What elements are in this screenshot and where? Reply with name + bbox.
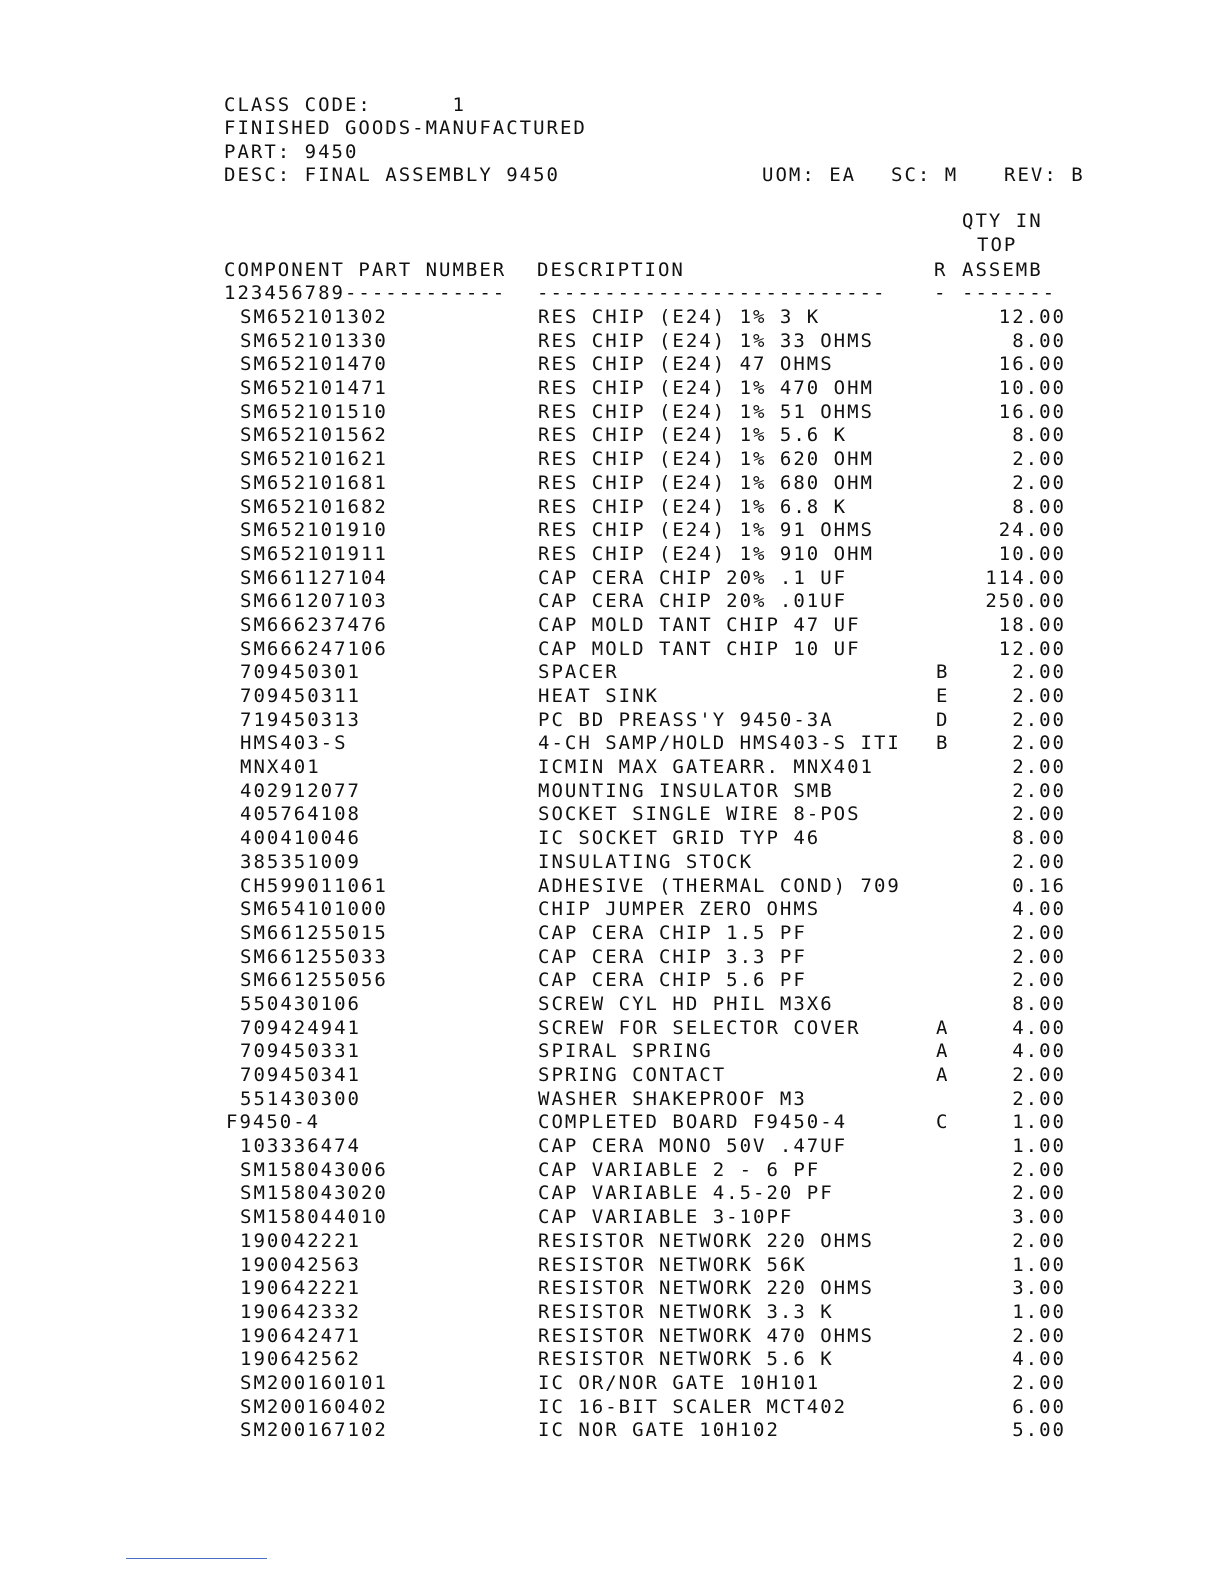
component-description: MOUNTING INSULATOR SMB	[538, 779, 834, 802]
component-description: CAP VARIABLE 4.5-20 PF	[538, 1182, 834, 1205]
table-row	[0, 1040, 1224, 1064]
table-row	[0, 732, 1224, 756]
component-description: RESISTOR NETWORK 470 OHMS	[538, 1324, 874, 1347]
component-part-number: SM652101470	[240, 353, 388, 376]
component-description: RES CHIP (E24) 1% 51 OHMS	[538, 400, 874, 423]
component-description: CAP CERA MONO 50V .47UF	[538, 1135, 848, 1158]
component-part-number: SM158044010	[240, 1206, 388, 1229]
component-ref: B	[936, 661, 950, 684]
component-part-number: SM200167102	[240, 1419, 388, 1442]
component-description: WASHER SHAKEPROOF M3	[538, 1087, 807, 1110]
component-ref: D	[936, 708, 950, 731]
component-part-number: SM661255033	[240, 945, 388, 968]
component-part-number: 719450313	[240, 708, 361, 731]
component-quantity: 114.00	[985, 566, 1066, 589]
component-part-number: SM661255015	[240, 921, 388, 944]
component-quantity: 8.00	[1012, 992, 1066, 1015]
table-row	[0, 946, 1224, 970]
component-part-number: SM200160402	[240, 1395, 388, 1418]
component-description: CAP VARIABLE 2 - 6 PF	[538, 1158, 821, 1181]
ref-column-rule: -	[934, 282, 948, 304]
component-quantity: 250.00	[985, 590, 1066, 613]
component-quantity: 2.00	[1012, 1182, 1066, 1205]
component-quantity: 2.00	[1012, 732, 1066, 755]
component-description: IC 16-BIT SCALER MCT402	[538, 1395, 848, 1418]
component-part-number: 190642471	[240, 1324, 361, 1347]
rev-header: REV: B	[1004, 164, 1085, 186]
component-part-number: SM661207103	[240, 590, 388, 613]
component-description: SCREW CYL HD PHIL M3X6	[538, 992, 834, 1015]
component-description: CAP MOLD TANT CHIP 10 UF	[538, 637, 861, 660]
component-quantity: 10.00	[998, 542, 1066, 565]
table-row	[0, 614, 1224, 638]
component-quantity: 5.00	[1012, 1419, 1066, 1442]
table-row	[0, 496, 1224, 520]
component-part-number: SM652101471	[240, 377, 388, 400]
component-description: RES CHIP (E24) 1% 620 OHM	[538, 448, 874, 471]
component-description: RES CHIP (E24) 1% 91 OHMS	[538, 519, 874, 542]
component-part-number: SM652101682	[240, 495, 388, 518]
component-description: RES CHIP (E24) 1% 470 OHM	[538, 377, 874, 400]
table-row	[0, 922, 1224, 946]
part-column-heading: COMPONENT PART NUMBER	[224, 259, 507, 281]
component-description: SPRING CONTACT	[538, 1064, 727, 1086]
component-description: CAP CERA CHIP 20% .1 UF	[538, 566, 848, 589]
component-description: SOCKET SINGLE WIRE 8-POS	[538, 803, 861, 826]
part-description-header: DESC: FINAL ASSEMBLY 9450	[224, 164, 560, 186]
component-description: RES CHIP (E24) 1% 5.6 K	[538, 424, 848, 447]
table-row	[0, 1396, 1224, 1420]
table-row	[0, 638, 1224, 662]
table-row	[0, 1088, 1224, 1112]
component-quantity: 1.00	[1012, 1300, 1066, 1323]
table-row	[0, 1372, 1224, 1396]
table-row	[0, 875, 1224, 899]
description-column-rule: --------------------------	[537, 282, 887, 304]
component-part-number: 709450331	[240, 1040, 361, 1063]
component-ref: B	[936, 732, 950, 755]
table-row	[0, 519, 1224, 543]
component-part-number: SM652101621	[240, 448, 388, 471]
table-row	[0, 827, 1224, 851]
table-row	[0, 1017, 1224, 1041]
component-part-number: 400410046	[240, 827, 361, 850]
component-description: CAP VARIABLE 3-10PF	[538, 1206, 794, 1229]
component-quantity: 2.00	[1012, 708, 1066, 731]
table-row	[0, 780, 1224, 804]
component-part-number: 405764108	[240, 803, 361, 826]
component-description: HEAT SINK	[538, 685, 659, 707]
component-quantity: 6.00	[1012, 1395, 1066, 1418]
table-row	[0, 969, 1224, 993]
table-row	[0, 1325, 1224, 1349]
component-ref: A	[936, 1040, 950, 1063]
component-part-number: SM652101910	[240, 519, 388, 542]
component-part-number: SM666247106	[240, 637, 388, 660]
component-description: RES CHIP (E24) 1% 33 OHMS	[538, 329, 874, 352]
component-quantity: 8.00	[1012, 424, 1066, 447]
component-description: IC OR/NOR GATE 10H101	[538, 1371, 821, 1394]
component-quantity: 2.00	[1012, 1371, 1066, 1394]
table-row	[0, 1111, 1224, 1135]
table-row	[0, 1182, 1224, 1206]
component-quantity: 2.00	[1012, 1324, 1066, 1347]
component-description: COMPLETED BOARD F9450-4	[538, 1111, 848, 1134]
component-description: CAP CERA CHIP 20% .01UF	[538, 590, 848, 613]
uom-header: UOM: EA	[762, 164, 857, 186]
component-description: RESISTOR NETWORK 220 OHMS	[538, 1229, 874, 1252]
table-row	[0, 353, 1224, 377]
component-description: IC SOCKET GRID TYP 46	[538, 827, 821, 850]
component-description: RES CHIP (E24) 1% 3 K	[538, 306, 821, 328]
component-quantity: 2.00	[1012, 779, 1066, 802]
component-part-number: SM652101302	[240, 306, 388, 328]
component-quantity: 2.00	[1012, 1229, 1066, 1252]
component-quantity: 2.00	[1012, 1087, 1066, 1110]
table-row	[0, 1206, 1224, 1230]
component-part-number: SM652101562	[240, 424, 388, 447]
component-quantity: 2.00	[1012, 756, 1066, 779]
sc-header: SC: M	[891, 164, 959, 186]
component-part-number: SM666237476	[240, 613, 388, 636]
table-row	[0, 1348, 1224, 1372]
table-row	[0, 424, 1224, 448]
table-row	[0, 898, 1224, 922]
component-description: CAP CERA CHIP 5.6 PF	[538, 969, 807, 992]
component-quantity: 24.00	[998, 519, 1066, 542]
table-row	[0, 1135, 1224, 1159]
component-part-number: 190642221	[240, 1277, 361, 1300]
component-description: SCREW FOR SELECTOR COVER	[538, 1016, 861, 1039]
component-description: IC NOR GATE 10H102	[538, 1419, 780, 1442]
component-quantity: 16.00	[998, 353, 1066, 376]
component-quantity: 2.00	[1012, 471, 1066, 494]
table-row	[0, 306, 1224, 330]
component-part-number: HMS403-S	[240, 732, 348, 755]
component-description: CAP CERA CHIP 3.3 PF	[538, 945, 807, 968]
component-ref: C	[936, 1111, 950, 1134]
table-row	[0, 567, 1224, 591]
component-part-number: 551430300	[240, 1087, 361, 1110]
table-row	[0, 851, 1224, 875]
qty-heading-line2: TOP	[977, 234, 1018, 256]
component-description: ADHESIVE (THERMAL COND) 709	[538, 874, 901, 897]
component-part-number: 709450341	[240, 1064, 361, 1086]
component-part-number: CH599011061	[240, 874, 388, 897]
table-row	[0, 803, 1224, 827]
component-quantity: 1.00	[1012, 1253, 1066, 1276]
part-number-header: PART: 9450	[224, 141, 359, 163]
component-description: RES CHIP (E24) 1% 6.8 K	[538, 495, 848, 518]
table-row	[0, 1159, 1224, 1183]
component-description: RES CHIP (E24) 1% 910 OHM	[538, 542, 874, 565]
component-part-number: 190642332	[240, 1300, 361, 1323]
component-quantity: 12.00	[998, 637, 1066, 660]
table-row	[0, 685, 1224, 709]
component-description: CAP MOLD TANT CHIP 47 UF	[538, 613, 861, 636]
table-row	[0, 993, 1224, 1017]
component-part-number: 190042563	[240, 1253, 361, 1276]
component-part-number: 550430106	[240, 992, 361, 1015]
component-ref: E	[936, 685, 950, 707]
component-description: 4-CH SAMP/HOLD HMS403-S ITI	[538, 732, 901, 755]
component-quantity: 2.00	[1012, 921, 1066, 944]
component-quantity: 10.00	[998, 377, 1066, 400]
table-row	[0, 590, 1224, 614]
component-quantity: 4.00	[1012, 1040, 1066, 1063]
class-code: CLASS CODE: 1	[224, 94, 466, 116]
component-quantity: 18.00	[998, 613, 1066, 636]
component-part-number: 402912077	[240, 779, 361, 802]
part-column-rule: 123456789------------	[224, 282, 507, 304]
component-quantity: 2.00	[1012, 1064, 1066, 1086]
component-part-number: SM661127104	[240, 566, 388, 589]
component-description: RESISTOR NETWORK 220 OHMS	[538, 1277, 874, 1300]
component-quantity: 8.00	[1012, 495, 1066, 518]
table-row	[0, 1419, 1224, 1443]
component-ref: A	[936, 1064, 950, 1086]
component-part-number: SM654101000	[240, 898, 388, 921]
component-part-number: SM652101330	[240, 329, 388, 352]
component-description: PC BD PREASS'Y 9450-3A	[538, 708, 834, 731]
table-row	[0, 401, 1224, 425]
qty-heading-line1: QTY IN	[962, 210, 1043, 232]
table-row	[0, 1064, 1224, 1088]
component-list	[0, 306, 1224, 1443]
component-quantity: 12.00	[998, 306, 1066, 328]
qty-heading-line3: ASSEMB	[962, 259, 1043, 281]
component-quantity: 1.00	[1012, 1135, 1066, 1158]
component-quantity: 8.00	[1012, 329, 1066, 352]
component-quantity: 2.00	[1012, 661, 1066, 684]
component-part-number: 709450301	[240, 661, 361, 684]
component-description: RESISTOR NETWORK 5.6 K	[538, 1348, 834, 1371]
component-part-number: 103336474	[240, 1135, 361, 1158]
component-description: SPACER	[538, 661, 619, 684]
component-quantity: 4.00	[1012, 898, 1066, 921]
table-row	[0, 709, 1224, 733]
table-row	[0, 1254, 1224, 1278]
component-part-number: 190642562	[240, 1348, 361, 1371]
component-part-number: SM661255056	[240, 969, 388, 992]
component-quantity: 2.00	[1012, 448, 1066, 471]
component-quantity: 0.16	[1012, 874, 1066, 897]
component-quantity: 16.00	[998, 400, 1066, 423]
table-row	[0, 330, 1224, 354]
component-part-number: SM652101510	[240, 400, 388, 423]
component-quantity: 2.00	[1012, 1158, 1066, 1181]
component-part-number: 190042221	[240, 1229, 361, 1252]
component-part-number: 709424941	[240, 1016, 361, 1039]
component-description: SPIRAL SPRING	[538, 1040, 713, 1063]
component-quantity: 2.00	[1012, 803, 1066, 826]
component-part-number: SM652101911	[240, 542, 388, 565]
component-part-number: SM200160101	[240, 1371, 388, 1394]
table-row	[0, 661, 1224, 685]
component-part-number: 385351009	[240, 850, 361, 873]
table-row	[0, 377, 1224, 401]
component-description: CAP CERA CHIP 1.5 PF	[538, 921, 807, 944]
class-description: FINISHED GOODS-MANUFACTURED	[224, 117, 587, 139]
component-description: CHIP JUMPER ZERO OHMS	[538, 898, 821, 921]
component-description: RESISTOR NETWORK 3.3 K	[538, 1300, 834, 1323]
table-row	[0, 1301, 1224, 1325]
component-description: RES CHIP (E24) 47 OHMS	[538, 353, 834, 376]
component-part-number: SM158043006	[240, 1158, 388, 1181]
table-row	[0, 543, 1224, 567]
table-row	[0, 472, 1224, 496]
component-part-number: F9450-4	[226, 1111, 321, 1134]
component-description: RESISTOR NETWORK 56K	[538, 1253, 807, 1276]
component-quantity: 8.00	[1012, 827, 1066, 850]
component-quantity: 2.00	[1012, 945, 1066, 968]
component-quantity: 3.00	[1012, 1206, 1066, 1229]
ref-column-heading: R	[934, 259, 948, 281]
table-row	[0, 756, 1224, 780]
table-row	[0, 448, 1224, 472]
component-part-number: 709450311	[240, 685, 361, 707]
component-quantity: 3.00	[1012, 1277, 1066, 1300]
footer-rule	[126, 1558, 267, 1559]
component-part-number: SM652101681	[240, 471, 388, 494]
component-description: ICMIN MAX GATEARR. MNX401	[538, 756, 874, 779]
component-quantity: 4.00	[1012, 1016, 1066, 1039]
component-description: INSULATING STOCK	[538, 850, 754, 873]
component-part-number: MNX401	[240, 756, 321, 779]
component-description: RES CHIP (E24) 1% 680 OHM	[538, 471, 874, 494]
component-quantity: 1.00	[1012, 1111, 1066, 1134]
component-quantity: 4.00	[1012, 1348, 1066, 1371]
component-quantity: 2.00	[1012, 969, 1066, 992]
component-part-number: SM158043020	[240, 1182, 388, 1205]
table-row	[0, 1277, 1224, 1301]
description-column-heading: DESCRIPTION	[537, 259, 685, 281]
component-quantity: 2.00	[1012, 685, 1066, 707]
component-ref: A	[936, 1016, 950, 1039]
qty-column-rule: -------	[962, 282, 1057, 304]
table-row	[0, 1230, 1224, 1254]
component-quantity: 2.00	[1012, 850, 1066, 873]
